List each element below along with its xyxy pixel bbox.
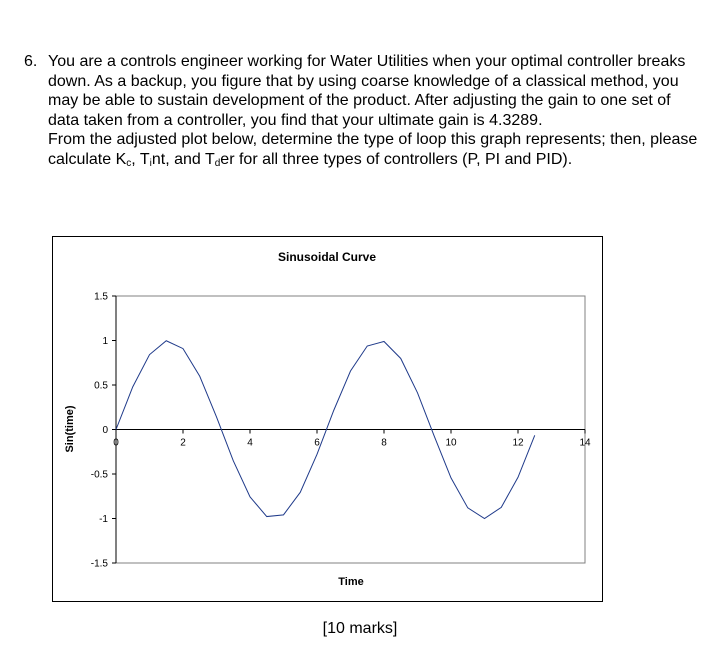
y-tick-label: 1 [102, 336, 108, 347]
x-ticks [113, 430, 591, 449]
x-tick-label: 4 [247, 437, 253, 449]
y-tick-label: -1 [99, 514, 108, 525]
x-tick-label: 14 [579, 437, 591, 449]
sinusoidal-chart [52, 236, 603, 602]
kc-subscript: c [126, 157, 132, 169]
para2-before: From the adjusted plot below, determine the type of loop this graph represents; then, please calculate K [48, 131, 698, 168]
question-number: 6. [24, 53, 38, 70]
x-tick-label: 12 [512, 437, 524, 449]
chart-title: Sinusoidal Curve [277, 250, 377, 264]
y-tick-label: 0.5 [94, 380, 108, 392]
question-block [24, 52, 704, 173]
marks-label: [10 marks] [322, 620, 398, 637]
y-axis-title: Sin(time) [64, 405, 76, 453]
para2-after: er for all three types of controllers (P, PI and PID). [220, 150, 573, 168]
x-axis-title: Time [338, 576, 364, 588]
y-ticks [91, 292, 116, 570]
tint-subscript: i [149, 157, 152, 169]
y-tick-label: 0 [102, 425, 108, 436]
x-tick-label: 0 [113, 437, 119, 449]
question-body [48, 52, 704, 173]
para2-tint-rest: nt, and T [151, 150, 215, 168]
chart-svg [53, 237, 602, 601]
x-tick-label: 2 [180, 437, 186, 449]
y-tick-label: -0.5 [90, 469, 108, 481]
para2-sep1: , T [131, 150, 150, 168]
x-tick-label: 6 [314, 437, 320, 449]
y-tick-label: 1.5 [94, 291, 108, 303]
tder-subscript: d [214, 157, 221, 169]
x-tick-label: 8 [381, 437, 387, 449]
x-tick-label: 10 [445, 437, 457, 449]
y-tick-label: -1.5 [90, 558, 108, 570]
question-paragraph-1: You are a controls engineer working for Water Utilities when your optimal controller breaks down. As a backup, you figure that by using coarse knowledge of a classical method, you may be able to sustain development of the product. After adjusting the gain to one set of data taken from a controller, you find that your ultimate gain is 4.3289. [48, 53, 686, 129]
question-paragraph-2 [48, 130, 704, 173]
